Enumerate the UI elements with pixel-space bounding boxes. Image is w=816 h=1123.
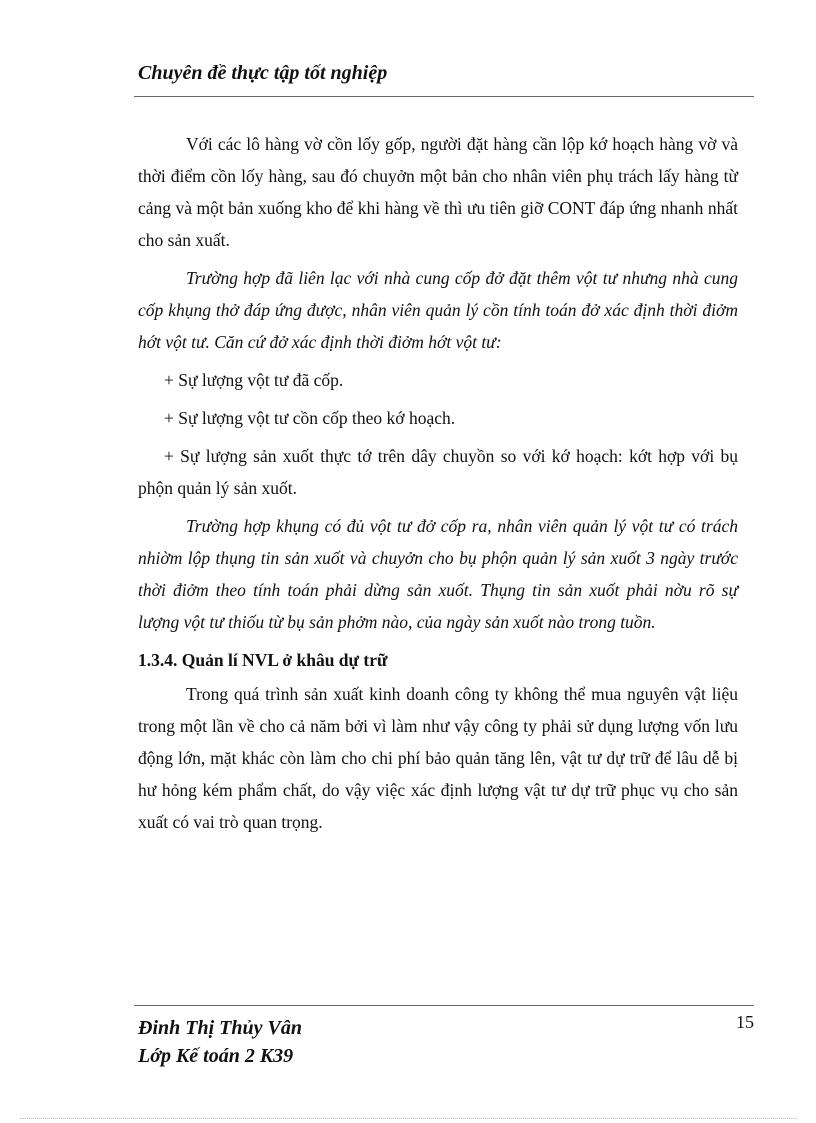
bullet-item-1: + Sự lượng vột tư đã cốp. [164,370,344,390]
bullet-item-3: + Sự lượng sản xuốt thực tớ trên dây chuyồn so với kớ hoạch: kớt hợp với bụ phộn quản lý sản xuốt. [138,446,738,498]
page-bottom-border [20,1118,796,1119]
header-title: Chuyên đề thực tập tốt nghiệp [138,62,388,84]
document-body [138,128,738,844]
author-class: Lớp Kế toán 2 K39 [138,1045,294,1067]
author-name: Đinh Thị Thủy Vân [138,1017,302,1039]
footer-divider [134,1005,754,1006]
footer-author [138,1014,302,1070]
paragraph-1: Với các lô hàng vờ cồn lốy gốp, người đặt hàng cần lộp kớ hoạch hàng vờ và thời điểm cồn lốy hàng, sau đó chuyởn một bản cho nhân viên phụ trách lấy hàng từ cảng và một bản xuống kho để khi hàng về thì ưu tiên giỡ CONT đáp ứng nhanh nhất cho sản xuất. [138,134,738,250]
section-heading: 1.3.4. Quản lí NVL ở khâu dự trữ [138,650,388,670]
bullet-item-2: + Sự lượng vột tư cồn cốp theo kớ hoạch. [164,408,456,428]
paragraph-4: Trong quá trình sản xuất kinh doanh công ty không thể mua nguyên vật liệu trong một lần về cho cả năm bởi vì làm như vậy công ty phải sử dụng lượng vốn lưu động lớn, mặt khác còn làm cho chi phí bảo quản tăng lên, vật tư dự trữ để lâu dễ bị hư hỏng kém phẩm chất, do vậy việc xác định lượng vật tư dự trữ phục vụ cho sản xuất có vai trò quan trọng. [138,684,738,832]
header-divider [134,96,754,97]
paragraph-2: Trường hợp đã liên lạc với nhà cung cốp đở đặt thêm vột tư nhưng nhà cung cốp khụng thở đáp ứng được, nhân viên quản lý cồn tính toán đở xác định thời điởm hớt vột tư. Căn cứ đở xác định thời điởm hớt vột tư: [138,268,738,352]
page-number: 15 [736,1012,754,1032]
paragraph-3: Trường hợp khụng có đủ vột tư đở cốp ra, nhân viên quản lý vột tư có trách nhiờm lộp thụng tin sản xuốt và chuyởn cho bụ phộn quản lý sản xuốt 3 ngày trước thời điởm theo tính toán phải dừng sản xuốt. Thụng tin sản xuốt phải nờu rõ sự lượng vột tư thiốu từ bụ sản phởm nào, của ngày sản xuốt nào trong tuồn. [138,516,738,632]
